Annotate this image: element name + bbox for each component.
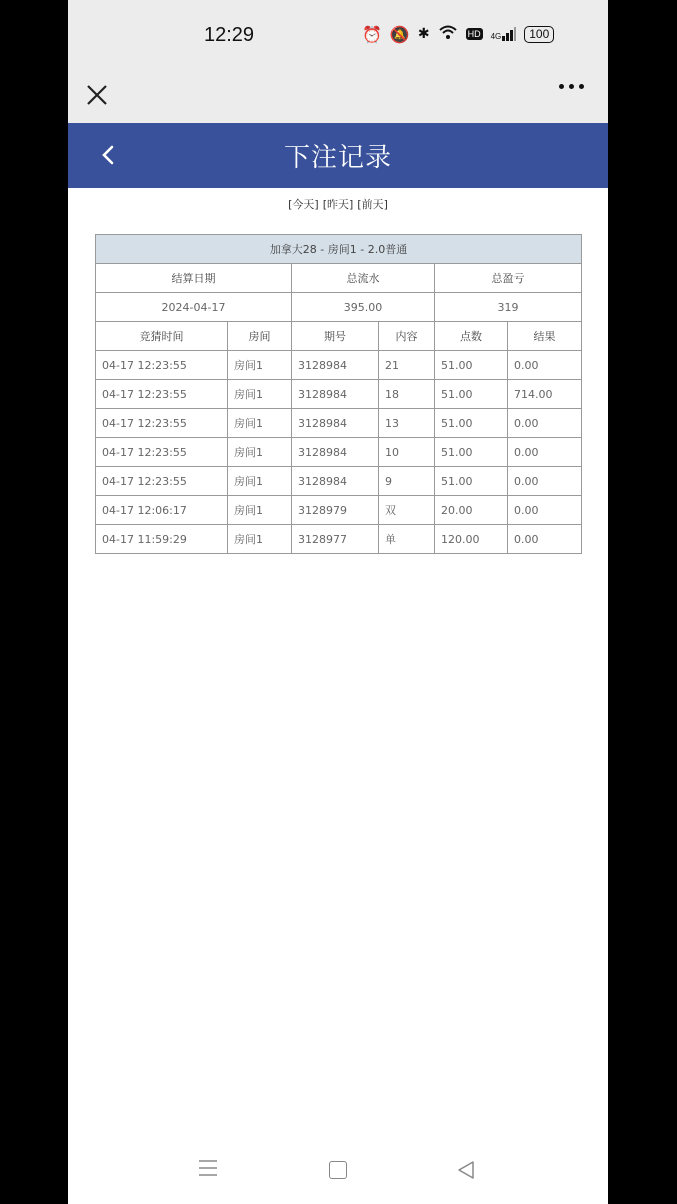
cell-points: 51.00	[435, 409, 508, 438]
table-row	[96, 438, 582, 467]
bet-record-table	[95, 234, 582, 554]
cell-points: 20.00	[435, 496, 508, 525]
cell-result: 0.00	[508, 496, 582, 525]
cell-content: 双	[379, 496, 435, 525]
close-icon	[82, 76, 112, 106]
close-button[interactable]	[82, 76, 112, 106]
cell-period: 3128979	[292, 496, 379, 525]
column-header: 内容	[379, 322, 435, 351]
cell-room: 房间1	[228, 438, 292, 467]
table-row	[96, 496, 582, 525]
network-type-label: 4G	[490, 32, 502, 41]
cell-result: 0.00	[508, 467, 582, 496]
cell-content: 单	[379, 525, 435, 554]
battery-icon: 100	[524, 26, 554, 43]
column-header: 房间	[228, 322, 292, 351]
phone-screen	[68, 0, 608, 1204]
cell-period: 3128984	[292, 380, 379, 409]
more-button[interactable]	[559, 84, 584, 89]
summary-header-row	[96, 264, 582, 293]
more-icon	[559, 84, 564, 89]
hd-icon: HD	[467, 29, 481, 39]
cell-time: 04-17 11:59:29	[96, 525, 228, 554]
wifi-icon	[438, 24, 458, 44]
cell-points: 51.00	[435, 438, 508, 467]
cell-period: 3128984	[292, 467, 379, 496]
recent-apps-button[interactable]	[198, 1158, 218, 1182]
cell-room: 房间1	[228, 380, 292, 409]
cell-points: 120.00	[435, 525, 508, 554]
signal-icon	[491, 27, 517, 41]
mute-icon: 🔕	[389, 24, 410, 44]
cell-time: 04-17 12:23:55	[96, 351, 228, 380]
cell-points: 51.00	[435, 467, 508, 496]
cell-room: 房间1	[228, 496, 292, 525]
cell-result: 714.00	[508, 380, 582, 409]
cell-time: 04-17 12:23:55	[96, 380, 228, 409]
cell-time: 04-17 12:23:55	[96, 438, 228, 467]
home-button[interactable]	[329, 1161, 347, 1179]
top-action-bar	[68, 70, 608, 123]
triangle-back-icon	[456, 1160, 476, 1180]
system-nav-bar	[68, 1150, 608, 1190]
cell-period: 3128984	[292, 438, 379, 467]
cell-time: 04-17 12:23:55	[96, 467, 228, 496]
column-header: 点数	[435, 322, 508, 351]
cell-room: 房间1	[228, 409, 292, 438]
cell-content: 9	[379, 467, 435, 496]
cell-time: 04-17 12:23:55	[96, 409, 228, 438]
day-filter-links	[68, 196, 608, 212]
cell-content: 10	[379, 438, 435, 467]
cell-content: 18	[379, 380, 435, 409]
status-icons	[362, 24, 554, 44]
menu-icon	[198, 1158, 218, 1178]
table-row	[96, 380, 582, 409]
cell-room: 房间1	[228, 467, 292, 496]
yesterday-link[interactable]: [昨天]	[322, 198, 354, 211]
summary-value-profit: 319	[435, 293, 582, 322]
summary-header-profit: 总盈亏	[435, 264, 582, 293]
cell-room: 房间1	[228, 525, 292, 554]
day-before-yesterday-link[interactable]: [前天]	[357, 198, 388, 211]
column-header: 结果	[508, 322, 582, 351]
bluetooth-icon: ✱	[417, 26, 430, 42]
column-header-row	[96, 322, 582, 351]
summary-header-turnover: 总流水	[292, 264, 435, 293]
summary-value-date: 2024-04-17	[96, 293, 292, 322]
summary-value-row	[96, 293, 582, 322]
page-header	[68, 123, 608, 188]
cell-result: 0.00	[508, 409, 582, 438]
cell-points: 51.00	[435, 351, 508, 380]
cell-period: 3128984	[292, 351, 379, 380]
table-caption: 加拿大28 - 房间1 - 2.0普通	[96, 235, 582, 264]
cell-result: 0.00	[508, 438, 582, 467]
alarm-icon: ⏰	[362, 24, 382, 44]
system-back-button[interactable]	[456, 1160, 476, 1184]
cell-result: 0.00	[508, 351, 582, 380]
table-row	[96, 525, 582, 554]
cell-points: 51.00	[435, 380, 508, 409]
cell-result: 0.00	[508, 525, 582, 554]
cell-room: 房间1	[228, 351, 292, 380]
cell-content: 21	[379, 351, 435, 380]
cell-content: 13	[379, 409, 435, 438]
table-row	[96, 351, 582, 380]
table-row	[96, 409, 582, 438]
page-title: 下注记录	[283, 143, 392, 173]
today-link[interactable]: [今天]	[288, 198, 319, 211]
summary-value-turnover: 395.00	[292, 293, 435, 322]
status-time: 12:29	[204, 24, 255, 46]
column-header: 期号	[292, 322, 379, 351]
cell-time: 04-17 12:06:17	[96, 496, 228, 525]
cell-period: 3128977	[292, 525, 379, 554]
column-header: 竞猜时间	[96, 322, 228, 351]
summary-header-date: 结算日期	[96, 264, 292, 293]
status-bar	[68, 0, 608, 70]
cell-period: 3128984	[292, 409, 379, 438]
table-row	[96, 467, 582, 496]
